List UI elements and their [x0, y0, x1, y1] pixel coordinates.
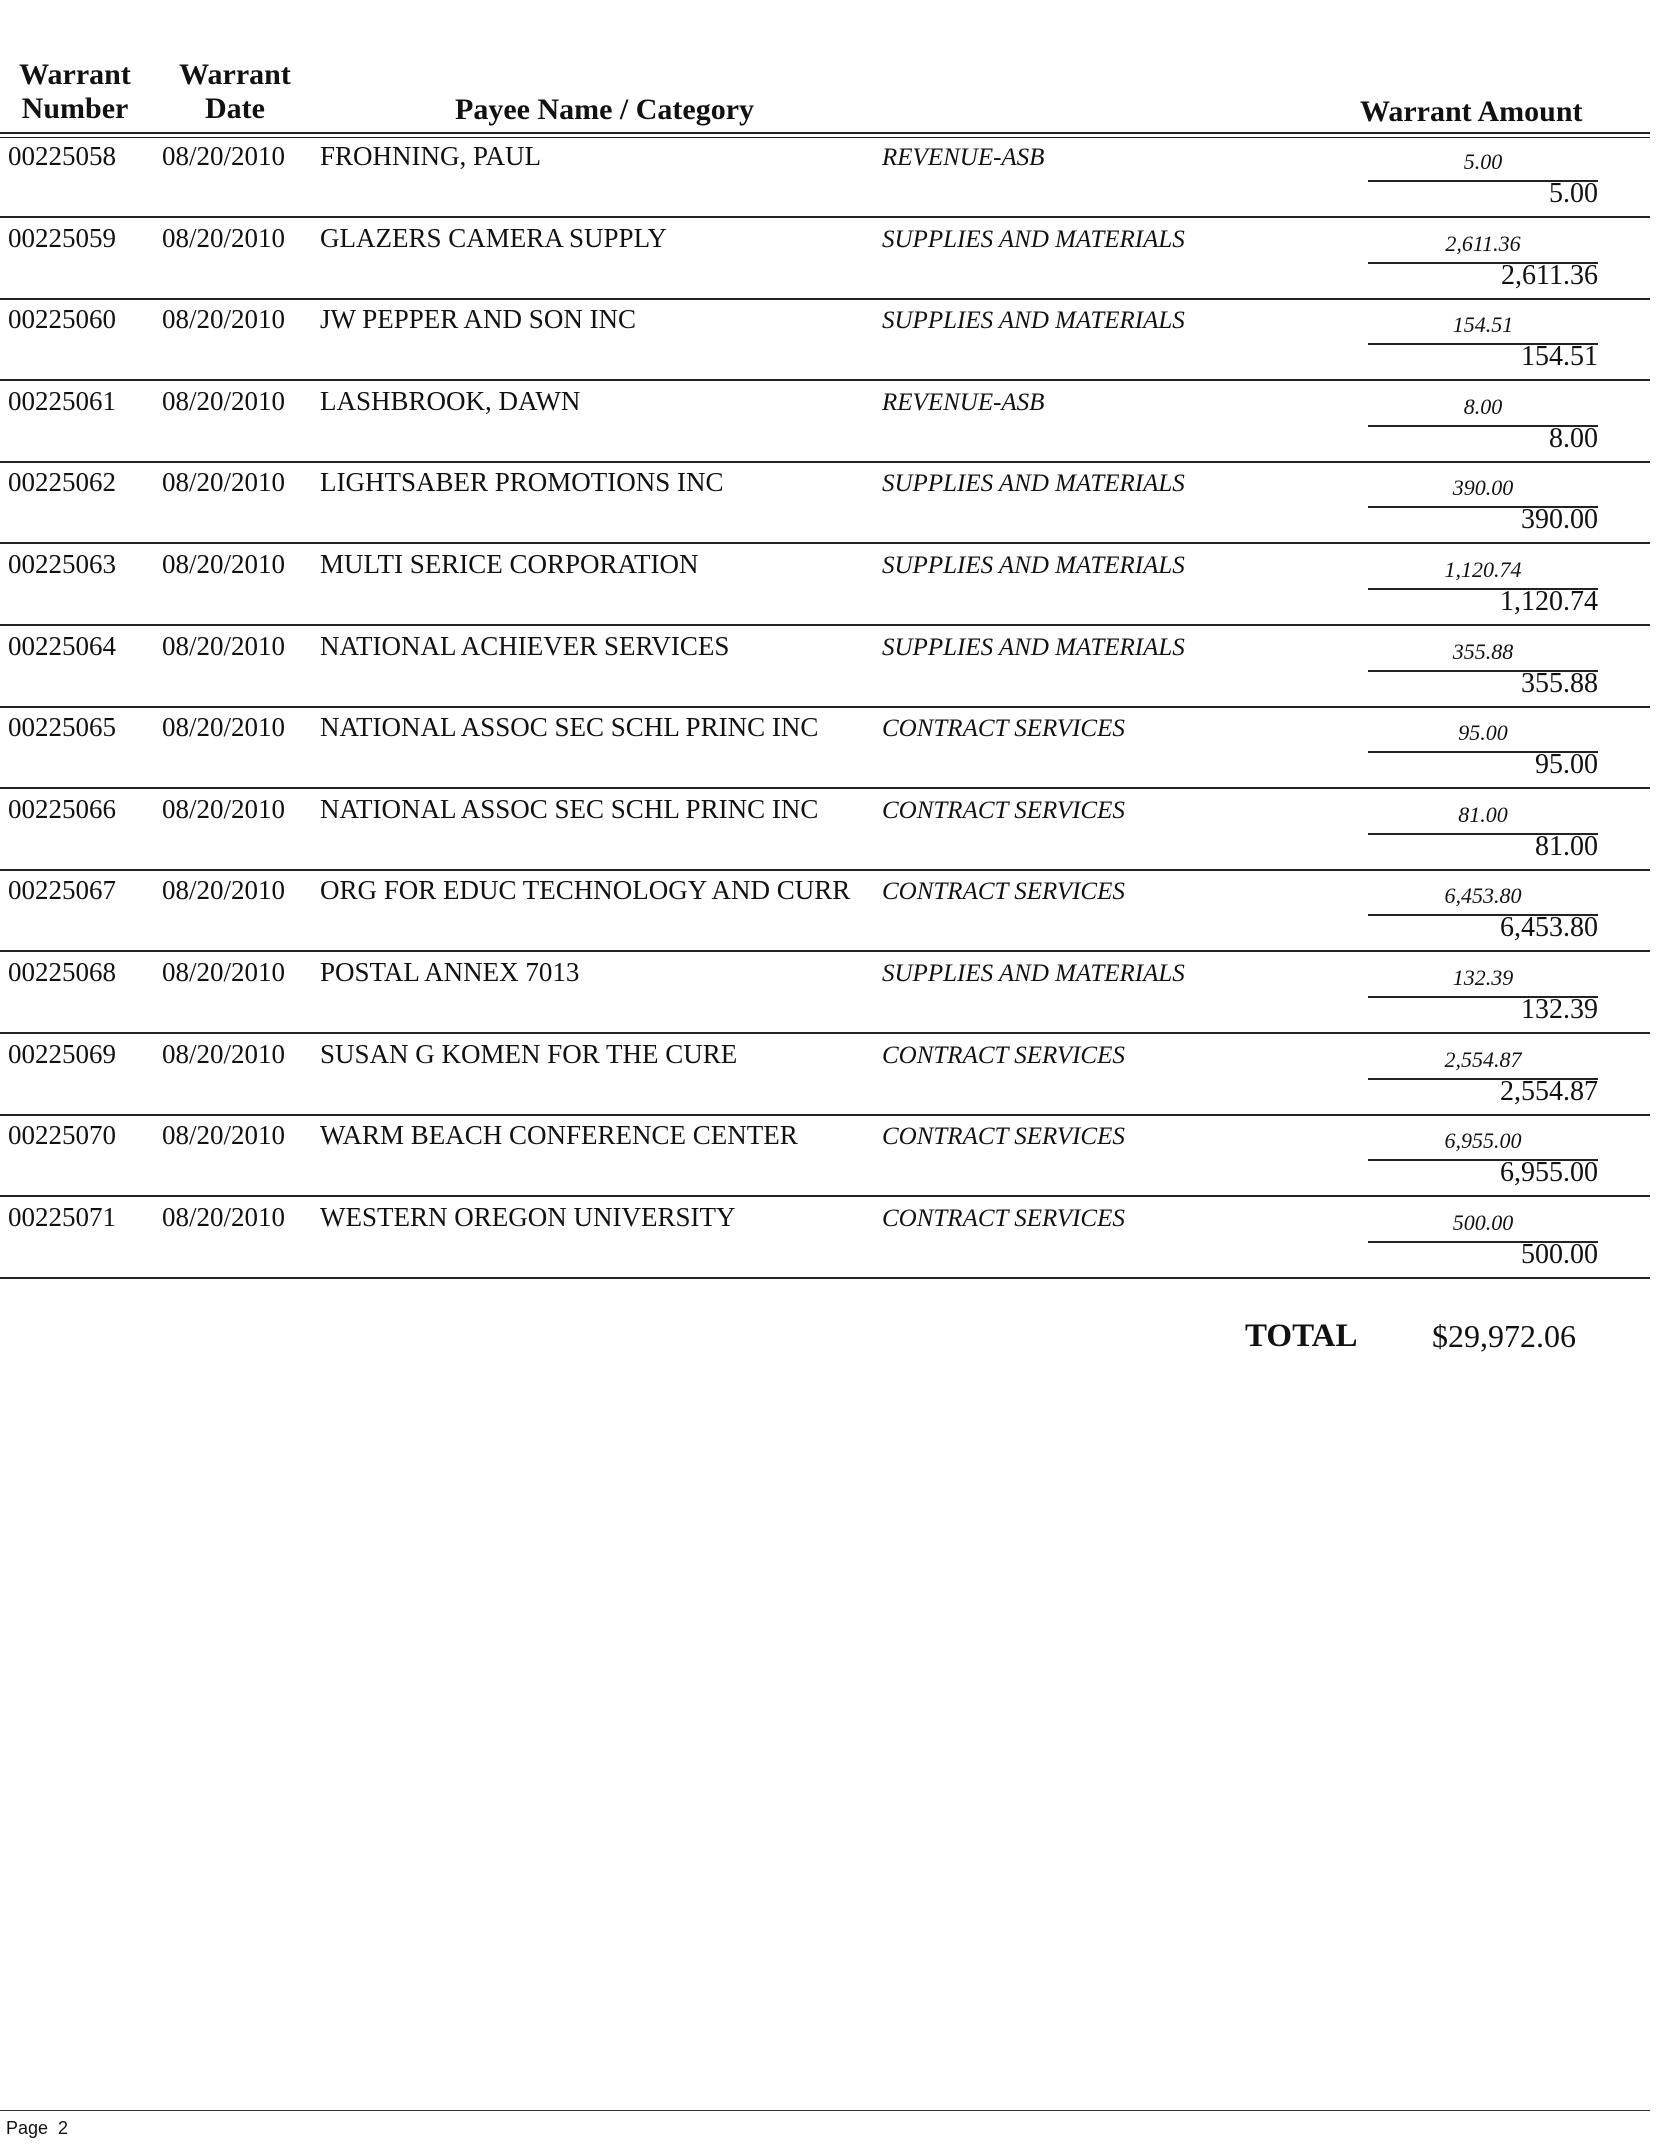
row-divider: [0, 1195, 1650, 1197]
warrant-amount: 81.00: [1535, 830, 1598, 862]
line-amount: 6,955.00: [1368, 1125, 1598, 1161]
warrant-amount: 390.00: [1521, 504, 1598, 536]
row-divider: [0, 950, 1650, 952]
header-warrant-number-line2: Number: [21, 92, 129, 125]
warrant-amount: 1,120.74: [1500, 586, 1598, 617]
warrant-number: 00225069: [8, 1038, 116, 1069]
row-divider: [0, 787, 1650, 789]
warrant-date: 08/20/2010: [162, 957, 286, 987]
payee-category: SUPPLIES AND MATERIALS: [882, 470, 1185, 498]
table-row: [0, 874, 1650, 956]
payee-category: CONTRACT SERVICES: [882, 1041, 1125, 1069]
warrant-number: 00225063: [8, 549, 116, 579]
row-divider: [0, 542, 1650, 544]
warrant-date: 08/20/2010: [162, 793, 286, 824]
warrant-date: 08/20/2010: [162, 1201, 286, 1232]
header-warrant-date-line1: Warrant: [179, 58, 291, 91]
warrant-number: 00225058: [8, 141, 116, 171]
payee-name: NATIONAL ASSOC SEC SCHL PRINC INC: [320, 712, 819, 743]
warrant-number: 00225061: [8, 385, 116, 416]
warrant-date: 08/20/2010: [162, 1038, 286, 1069]
payee-name: FROHNING, PAUL: [320, 141, 542, 171]
payee-name: WESTERN OREGON UNIVERSITY: [320, 1201, 736, 1232]
warrant-date: 08/20/2010: [162, 304, 286, 335]
table-row: [0, 711, 1650, 793]
payee-category: SUPPLIES AND MATERIALS: [882, 225, 1185, 253]
warrant-date: 08/20/2010: [162, 630, 286, 661]
warrant-amount: 500.00: [1521, 1238, 1598, 1270]
payee-name: LASHBROOK, DAWN: [320, 385, 581, 416]
payee-category: REVENUE-ASB: [882, 144, 1045, 171]
warrant-amount: 2,554.87: [1500, 1075, 1598, 1107]
payee-category: CONTRACT SERVICES: [882, 796, 1125, 824]
warrant-date: 08/20/2010: [162, 467, 286, 498]
row-divider: [0, 1114, 1650, 1116]
page-number: 2: [58, 2118, 69, 2138]
table-row: [0, 222, 1650, 304]
page-label: Page: [6, 2118, 49, 2138]
payee-category: SUPPLIES AND MATERIALS: [882, 552, 1185, 579]
payee-category: SUPPLIES AND MATERIALS: [882, 307, 1185, 335]
line-amount: 2,554.87: [1368, 1044, 1598, 1080]
table-row: [0, 793, 1650, 875]
warrant-amount: 5.00: [1549, 178, 1598, 209]
warrant-amount: 6,955.00: [1500, 1157, 1598, 1189]
warrant-number: 00225070: [8, 1120, 116, 1151]
payee-name: MULTI SERICE CORPORATION: [320, 549, 699, 579]
warrant-number: 00225067: [8, 875, 116, 906]
header-warrant-date-line2: Date: [205, 92, 265, 125]
table-row: [0, 140, 1650, 222]
warrant-amount: 154.51: [1521, 341, 1598, 373]
row-divider: [0, 1032, 1650, 1034]
warrant-number: 00225065: [8, 712, 116, 743]
row-divider: [0, 706, 1650, 708]
payee-name: LIGHTSABER PROMOTIONS INC: [320, 467, 724, 498]
line-amount: 390.00: [1368, 472, 1598, 508]
payee-name: POSTAL ANNEX 7013: [320, 957, 580, 987]
warrant-date: 08/20/2010: [162, 549, 286, 579]
line-amount: 355.88: [1368, 636, 1598, 672]
warrant-number: 00225066: [8, 793, 116, 824]
payee-name: GLAZERS CAMERA SUPPLY: [320, 222, 667, 253]
row-divider: [0, 461, 1650, 463]
total-label: TOTAL: [1245, 1318, 1358, 1354]
warrant-date: 08/20/2010: [162, 141, 286, 171]
payee-category: CONTRACT SERVICES: [882, 715, 1125, 743]
warrant-amount: 8.00: [1549, 422, 1598, 454]
table-row: [0, 548, 1650, 630]
warrant-amount: 2,611.36: [1501, 259, 1598, 291]
line-amount: 154.51: [1368, 309, 1598, 345]
warrant-number: 00225059: [8, 222, 116, 253]
payee-name: NATIONAL ACHIEVER SERVICES: [320, 630, 730, 661]
header-warrant-date: [160, 58, 310, 126]
line-amount: 132.39: [1368, 962, 1598, 998]
footer-divider: [0, 2110, 1650, 2111]
header-divider-double: [0, 137, 1650, 138]
warrant-date: 08/20/2010: [162, 385, 286, 416]
warrant-number: 00225068: [8, 957, 116, 987]
table-row: [0, 1201, 1650, 1283]
payee-name: WARM BEACH CONFERENCE CENTER: [320, 1120, 798, 1151]
warrant-number: 00225060: [8, 304, 116, 335]
line-amount: 2,611.36: [1368, 228, 1598, 264]
table-row: [0, 1119, 1650, 1201]
payee-name: SUSAN G KOMEN FOR THE CURE: [320, 1038, 738, 1069]
payee-category: CONTRACT SERVICES: [882, 1204, 1125, 1232]
payee-category: REVENUE-ASB: [882, 388, 1045, 416]
warrant-number: 00225071: [8, 1201, 116, 1232]
payee-category: SUPPLIES AND MATERIALS: [882, 960, 1185, 987]
row-divider: [0, 1277, 1650, 1279]
line-amount: 8.00: [1368, 391, 1598, 427]
warrant-amount: 6,453.80: [1500, 912, 1598, 944]
row-divider: [0, 869, 1650, 871]
payee-category: CONTRACT SERVICES: [882, 1123, 1125, 1151]
warrant-amount: 95.00: [1535, 749, 1598, 781]
warrant-date: 08/20/2010: [162, 1120, 286, 1151]
payee-category: SUPPLIES AND MATERIALS: [882, 633, 1185, 661]
warrant-number: 00225064: [8, 630, 116, 661]
row-divider: [0, 379, 1650, 381]
warrant-amount: 355.88: [1521, 667, 1598, 699]
table-row: [0, 956, 1650, 1038]
row-divider: [0, 216, 1650, 218]
warrant-number: 00225062: [8, 467, 116, 498]
total-value: $29,972.06: [1432, 1318, 1576, 1354]
row-divider: [0, 298, 1650, 300]
header-divider: [0, 132, 1650, 134]
table-row: [0, 630, 1650, 712]
warrant-amount: 132.39: [1521, 994, 1598, 1025]
page-indicator: [6, 2118, 68, 2139]
table-row: [0, 466, 1650, 548]
header-payee: Payee Name / Category: [455, 93, 755, 126]
line-amount: 500.00: [1368, 1207, 1598, 1243]
line-amount: 81.00: [1368, 799, 1598, 835]
header-warrant-number-line1: Warrant: [19, 58, 131, 91]
header-warrant-number: [10, 58, 140, 126]
warrant-date: 08/20/2010: [162, 222, 286, 253]
line-amount: 1,120.74: [1368, 554, 1598, 590]
payee-category: CONTRACT SERVICES: [882, 878, 1125, 906]
table-row: [0, 1038, 1650, 1120]
payee-name: ORG FOR EDUC TECHNOLOGY AND CURR: [320, 875, 851, 906]
line-amount: 5.00: [1368, 146, 1598, 182]
warrant-date: 08/20/2010: [162, 712, 286, 743]
warrant-date: 08/20/2010: [162, 875, 286, 906]
payee-name: JW PEPPER AND SON INC: [320, 304, 637, 335]
line-amount: 95.00: [1368, 717, 1598, 753]
payee-name: NATIONAL ASSOC SEC SCHL PRINC INC: [320, 793, 819, 824]
row-divider: [0, 624, 1650, 626]
table-row: [0, 303, 1650, 385]
line-amount: 6,453.80: [1368, 880, 1598, 916]
table-row: [0, 385, 1650, 467]
header-warrant-amount: Warrant Amount: [1360, 95, 1583, 128]
